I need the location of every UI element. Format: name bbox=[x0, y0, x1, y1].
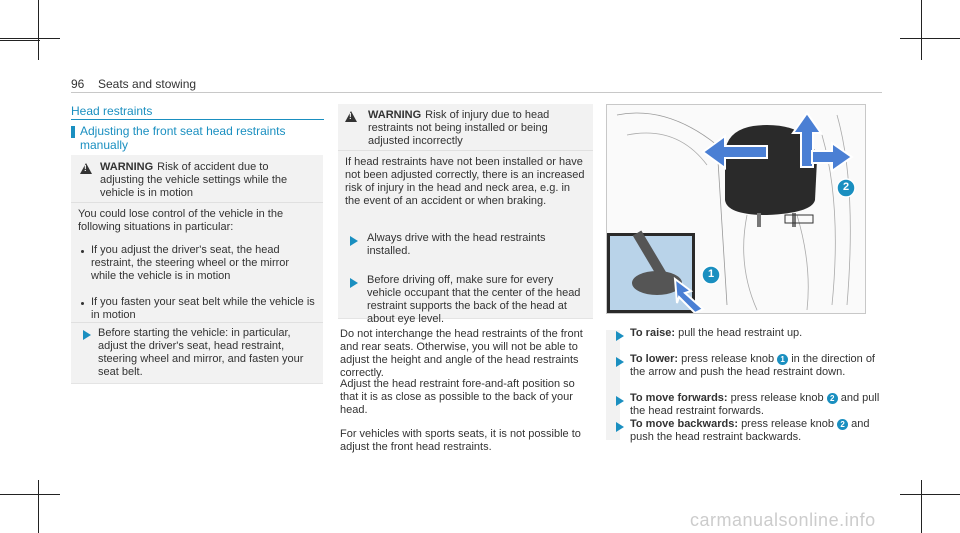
action-arrow-icon bbox=[350, 236, 358, 246]
step-text: press release knob bbox=[741, 418, 835, 430]
section-title: Head restraints bbox=[71, 104, 153, 118]
subsection-title: Adjusting the front seat head restraints manually bbox=[80, 124, 286, 152]
warning-label: WARNING bbox=[368, 109, 422, 121]
warning-icon bbox=[345, 111, 357, 122]
step-backward bbox=[630, 418, 880, 444]
step-arrow-icon bbox=[616, 422, 624, 432]
step-lower bbox=[630, 353, 880, 379]
warning-bullet: If you adjust the driver's seat, the head restraint, the steering wheel or the mirror while the vehicle is in motion bbox=[91, 244, 290, 282]
head-restraint-illustration bbox=[606, 104, 866, 314]
warning-label: WARNING bbox=[100, 161, 154, 173]
step-text: and push the head restraint backwards. bbox=[630, 418, 870, 443]
arrow-knob-icon bbox=[675, 279, 703, 313]
crop-mark bbox=[921, 0, 922, 60]
warning-action: Before starting the vehicle: in particular, adjust the driver's seat, head restraint, steering wheel and mirror, and fasten your seat belt. bbox=[98, 327, 304, 378]
crop-mark bbox=[900, 38, 960, 39]
page-number: 96 bbox=[71, 77, 85, 91]
arrow-forward-icon bbox=[812, 143, 852, 171]
warning-text: Risk of accident due to adjusting the vehicle settings while the vehicle is in motion bbox=[100, 161, 288, 199]
callout-2-label: 2 bbox=[842, 181, 850, 193]
bullet bbox=[81, 302, 84, 305]
action-arrow-icon bbox=[83, 330, 91, 340]
warning-icon bbox=[80, 163, 92, 174]
callout-1-label: 1 bbox=[707, 268, 715, 280]
warning-divider bbox=[71, 322, 323, 323]
step-text: press release knob bbox=[730, 392, 824, 404]
crop-mark bbox=[0, 38, 60, 39]
warning-divider bbox=[71, 202, 323, 203]
crop-mark bbox=[0, 494, 60, 495]
crop-mark bbox=[0, 40, 40, 41]
bullet bbox=[81, 250, 84, 253]
arrow-overlay bbox=[607, 105, 865, 313]
chapter-title: Seats and stowing bbox=[98, 77, 197, 91]
paragraph: Do not interchange the head restraints of the front and rear seats. Otherwise, you will not be able to adjust the height and angle of the head restraints correctly. bbox=[340, 328, 583, 379]
header-divider bbox=[71, 92, 882, 93]
subtitle-marker bbox=[71, 126, 75, 138]
step-label: To raise: bbox=[630, 327, 676, 339]
paragraph: For vehicles with sports seats, it is not possible to adjust the front head restraints. bbox=[340, 428, 581, 453]
step-raise bbox=[630, 327, 880, 340]
step-label: To move backwards: bbox=[630, 418, 738, 430]
warning-action: Before driving off, make sure for every vehicle occupant that the center of the head restraint supports the back of the head at about eye level. bbox=[367, 274, 581, 325]
crop-mark bbox=[921, 480, 922, 533]
warning-divider bbox=[338, 150, 593, 151]
step-text: in the direction of the arrow and push the head restraint down. bbox=[630, 353, 875, 378]
step-forward bbox=[630, 392, 880, 418]
knob-badge: 2 bbox=[827, 393, 838, 404]
warning-headline bbox=[100, 161, 315, 200]
warning-intro: You could lose control of the vehicle in the following situations in particular: bbox=[78, 208, 284, 233]
arrow-backward-icon bbox=[703, 136, 767, 168]
step-text: and pull the head restraint forwards. bbox=[630, 392, 880, 417]
step-label: To lower: bbox=[630, 353, 679, 365]
knob-badge: 1 bbox=[777, 354, 788, 365]
paragraph: Adjust the head restraint fore-and-aft position so that it is as close as possible to the back of your head. bbox=[340, 378, 575, 416]
warning-box-accident bbox=[71, 155, 323, 384]
step-arrow-icon bbox=[616, 331, 624, 341]
action-arrow-icon bbox=[350, 278, 358, 288]
warning-action: Always drive with the head restraints installed. bbox=[367, 232, 546, 257]
warning-body: If head restraints have not been installed or have not been adjusted correctly, there is an increased risk of injury in the head and neck area, e.g. in the event of an accident or when braking. bbox=[345, 156, 585, 207]
section-underline bbox=[71, 119, 324, 120]
warning-headline bbox=[368, 109, 588, 148]
crop-mark bbox=[38, 480, 39, 533]
step-arrow-icon bbox=[616, 396, 624, 406]
step-arrow-icon bbox=[616, 357, 624, 367]
warning-text: Risk of injury due to head restraints not being installed or being adjusted incorrectly bbox=[368, 109, 550, 147]
knob-badge: 2 bbox=[837, 419, 848, 430]
step-label: To move forwards: bbox=[630, 392, 728, 404]
watermark: carmanualsonline.info bbox=[690, 510, 876, 530]
crop-mark bbox=[900, 494, 960, 495]
warning-bullet: If you fasten your seat belt while the vehicle is in motion bbox=[91, 296, 315, 321]
crop-mark bbox=[38, 0, 39, 60]
step-text: pull the head restraint up. bbox=[678, 327, 803, 339]
step-text: press release knob bbox=[681, 353, 775, 365]
warning-box-injury bbox=[338, 104, 593, 325]
